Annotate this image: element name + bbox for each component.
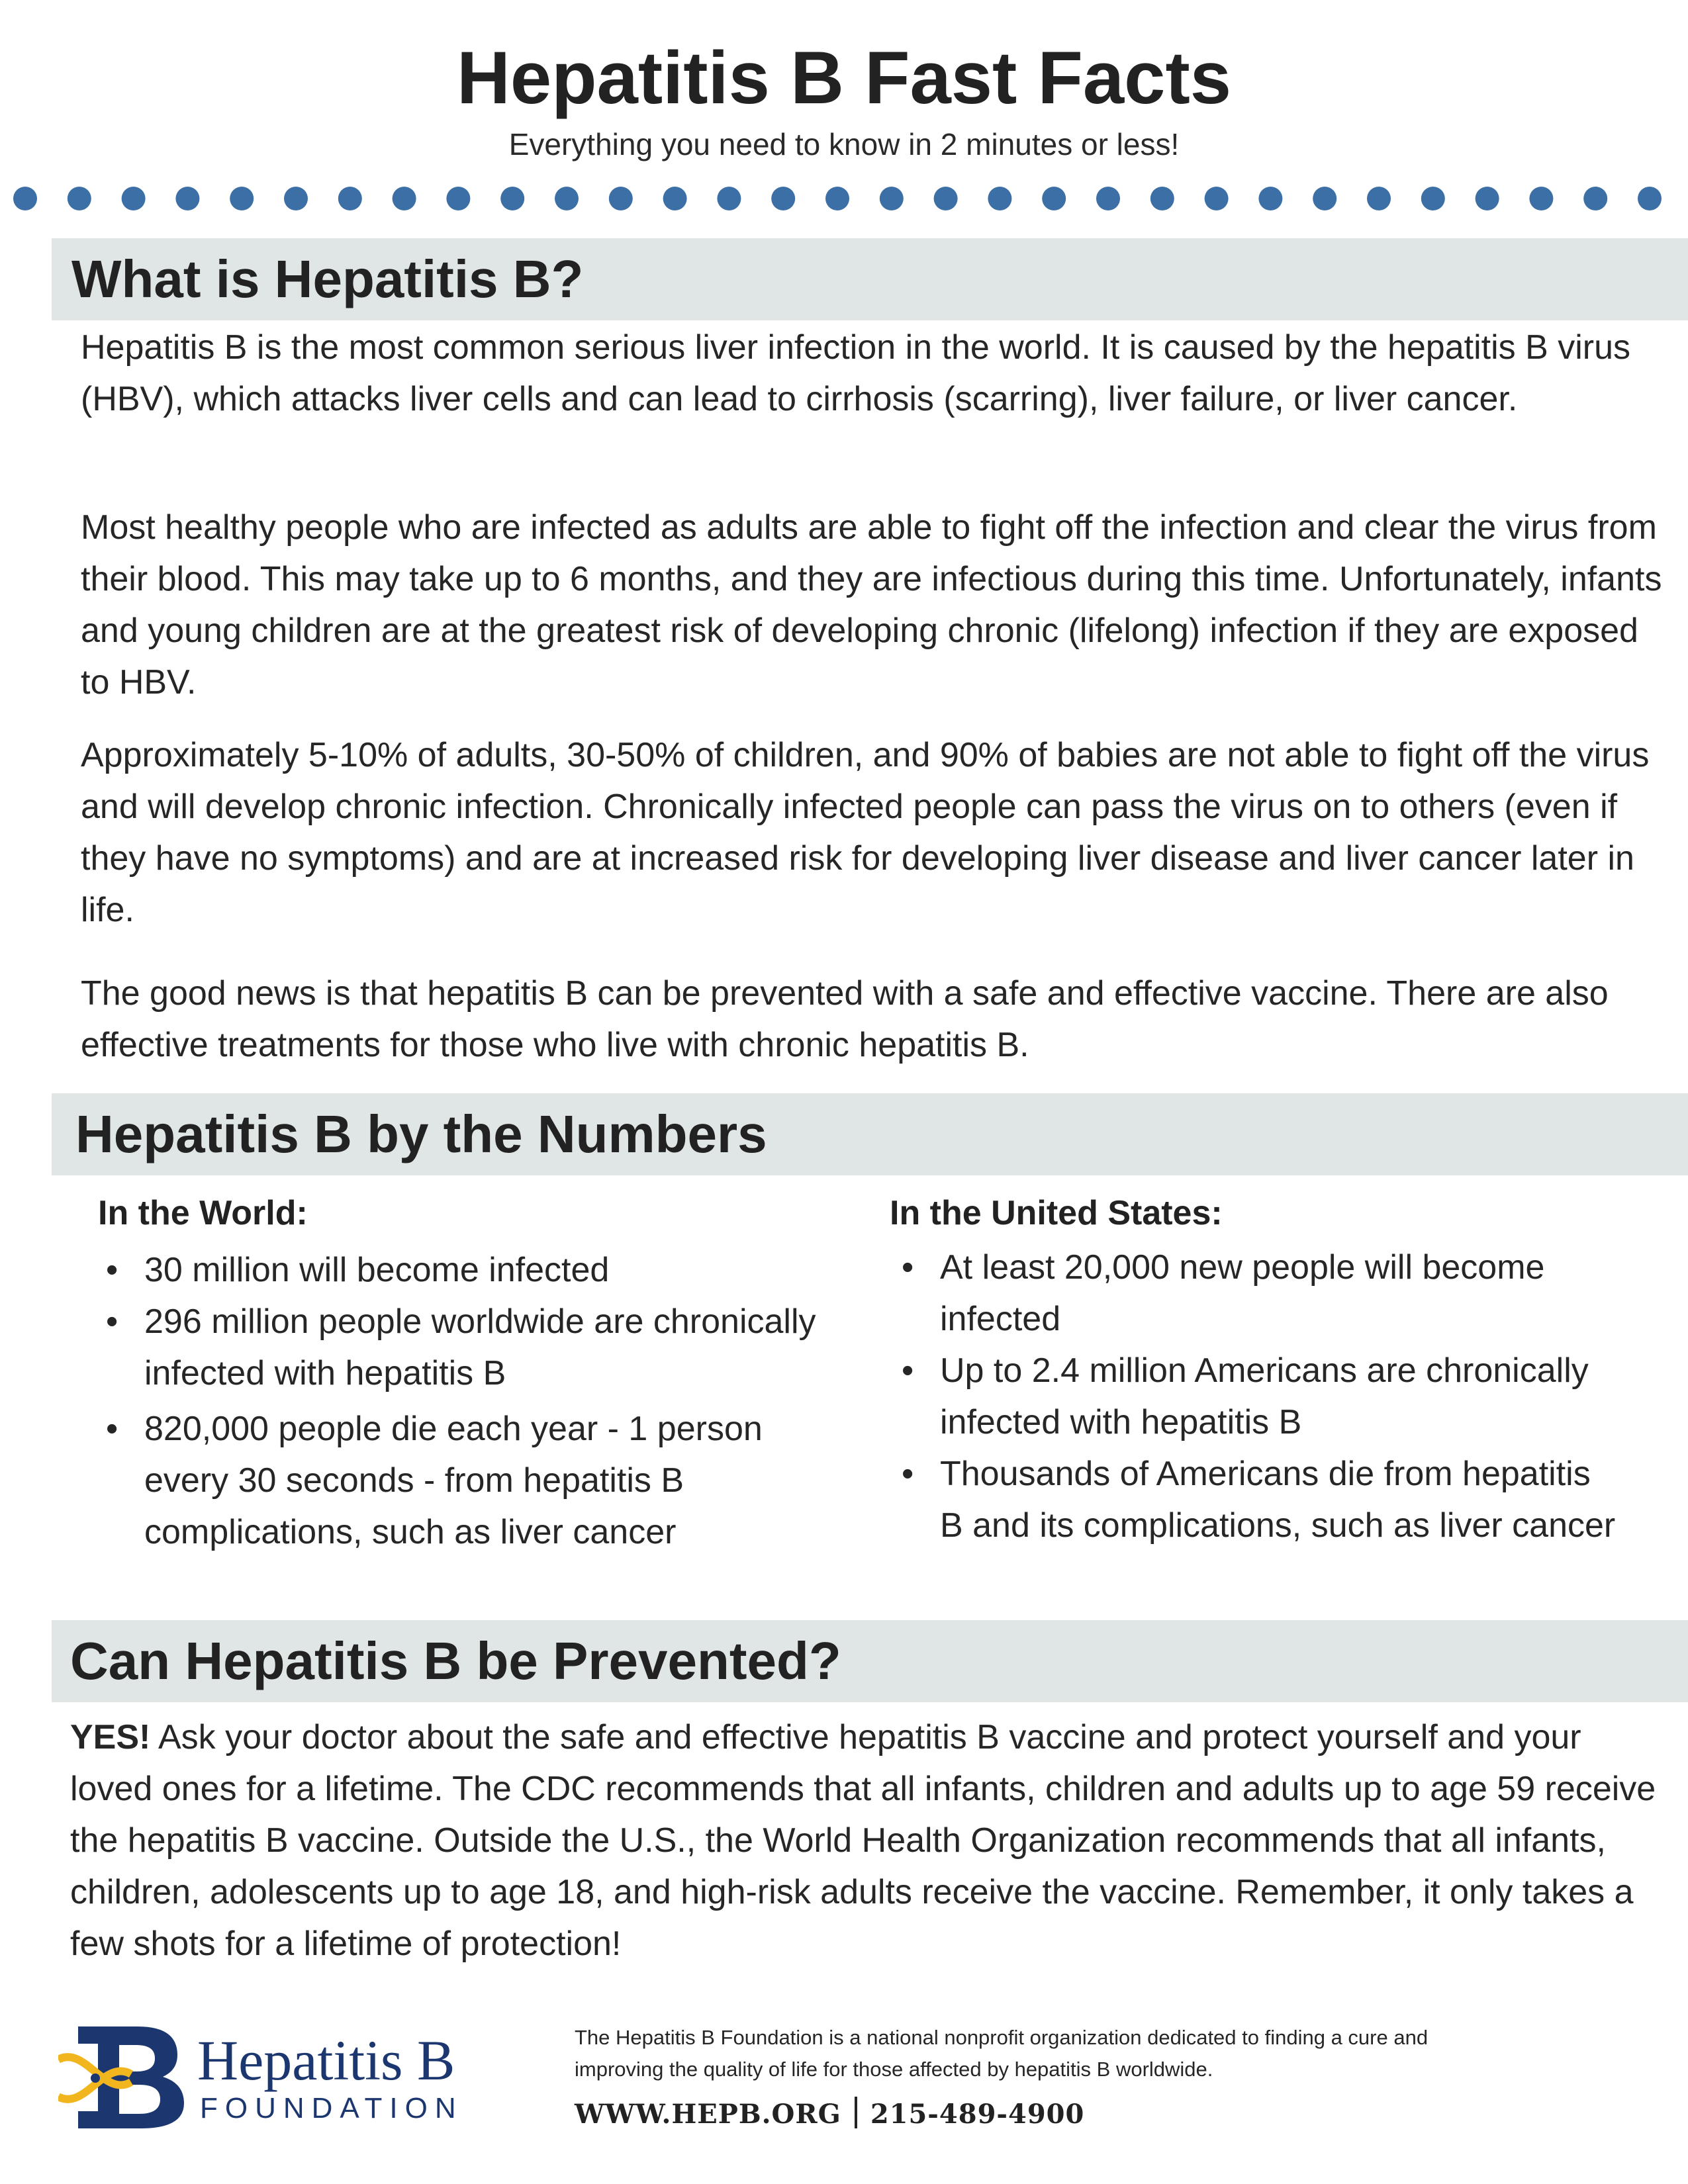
divider-dot [555, 187, 579, 210]
divider-dot [1150, 187, 1174, 210]
what-is-paragraph-2: Most healthy people who are infected as adults are able to fight off the infection and clear the virus from their blood. This may take up to 6 months, and they are infectious during this time. Unfortunately, infants and young children are at the greatest risk of developing chronic (lifelong) infection if they are exposed to HBV. [81, 508, 1662, 702]
divider-dot [663, 187, 687, 210]
divider-dot [609, 187, 633, 210]
page-subtitle: Everything you need to know in 2 minutes or less! [508, 127, 1180, 161]
section-what-is-band [52, 238, 1688, 320]
divider-dot [880, 187, 904, 210]
divider-dot [500, 187, 524, 210]
us-column-title: In the United States: [890, 1194, 1223, 1232]
divider-dot [1042, 187, 1066, 210]
section-prevent-band [52, 1620, 1688, 1702]
divider-dot [393, 187, 416, 210]
divider-dot [230, 187, 254, 210]
list-item: • 820,000 people die each year - 1 person every 30 seconds - from hepatitis B complications, such as liver cancer [106, 1410, 763, 1551]
divider-dot [284, 187, 308, 210]
list-item: • Up to 2.4 million Americans are chronically infected with hepatitis B [902, 1351, 1589, 1441]
divider-dot [771, 187, 795, 210]
divider-dot [446, 187, 470, 210]
logo-text-bottom: FOUNDATION [200, 2092, 463, 2124]
world-column-title: In the World: [98, 1194, 308, 1232]
logo-b-mark-icon [58, 2026, 184, 2128]
logo-text-top: Hepatitis B [197, 2028, 455, 2092]
divider-dot [13, 187, 37, 210]
divider-dot [1367, 187, 1391, 210]
divider-dot [338, 187, 362, 210]
footer-separator [855, 2097, 857, 2128]
divider-dot [1313, 187, 1336, 210]
footer-contact [575, 2095, 1084, 2134]
section-numbers-band [52, 1093, 1688, 1175]
list-item: • 296 million people worldwide are chronically infected with hepatitis B [106, 1302, 816, 1392]
what-is-paragraph-4: The good news is that hepatitis B can be prevented with a safe and effective vaccine. There are also effective treatments for those who live with chronic hepatitis B. [81, 974, 1609, 1064]
divider-dot [175, 187, 199, 210]
prevent-lead: YES! [70, 1718, 151, 1756]
divider-dot [717, 187, 741, 210]
section-heading-what-is: What is Hepatitis B? [71, 250, 584, 308]
page-title: Hepatitis B Fast Facts [456, 36, 1232, 119]
prevent-paragraph [70, 1711, 1665, 1970]
world-list [97, 1244, 825, 1558]
divider-dot [1583, 187, 1607, 210]
divider-dot [1421, 187, 1445, 210]
divider-dot [1529, 187, 1553, 210]
us-list [892, 1242, 1620, 1551]
prevent-body: Ask your doctor about the safe and effective hepatitis B vaccine and protect yourself and your loved ones for a lifetime. The CDC recommends that all infants, children and adults up to age 59 receive the hepatitis B vaccine. Outside the U.S., the World Health Organization recommends that all infants, children, adolescents up to age 18, and high-risk adults receive the vaccine. Remember, it only takes a few shots for a lifetime of protection! [70, 1718, 1656, 1963]
what-is-paragraph-3: Approximately 5-10% of adults, 30-50% of children, and 90% of babies are not able to fight off the virus and will develop chronic infection. Chronically infected people can pass the virus on to others (even if they have no symptoms) and are at increased risk for developing liver disease and liver cancer later in life. [81, 736, 1650, 929]
divider-dot [988, 187, 1011, 210]
what-is-paragraph-1: Hepatitis B is the most common serious liver infection in the world. It is caused by the hepatitis B virus (HBV), which attacks liver cells and can lead to cirrhosis (scarring), liver failure, or liver cancer. [81, 328, 1631, 418]
footer-phone[interactable]: 215-489-4900 [870, 2099, 1085, 2130]
section-heading-numbers: Hepatitis B by the Numbers [75, 1105, 767, 1163]
divider-dot [1258, 187, 1282, 210]
divider-dot [1096, 187, 1120, 210]
hepb-foundation-logo [58, 2019, 495, 2131]
dot-divider [0, 179, 1688, 218]
footer-website[interactable]: WWW.HEPB.ORG [575, 2099, 841, 2130]
divider-dot [1205, 187, 1229, 210]
section-heading-prevent: Can Hepatitis B be Prevented? [70, 1631, 841, 1690]
divider-dot [825, 187, 849, 210]
divider-dot [122, 187, 146, 210]
list-item: • At least 20,000 new people will become infected [902, 1248, 1545, 1338]
list-item: • 30 million will become infected [106, 1251, 610, 1289]
list-item: • Thousands of Americans die from hepatitis B and its complications, such as liver cancer [902, 1455, 1616, 1545]
divider-dot [1476, 187, 1499, 210]
divider-dot [934, 187, 958, 210]
divider-dot [1638, 187, 1662, 210]
divider-dot [68, 187, 91, 210]
footer-description: The Hepatitis B Foundation is a national nonprofit organization dedicated to finding a cure and improving the quality of life for those affected by hepatitis B worldwide. [575, 2026, 1429, 2081]
